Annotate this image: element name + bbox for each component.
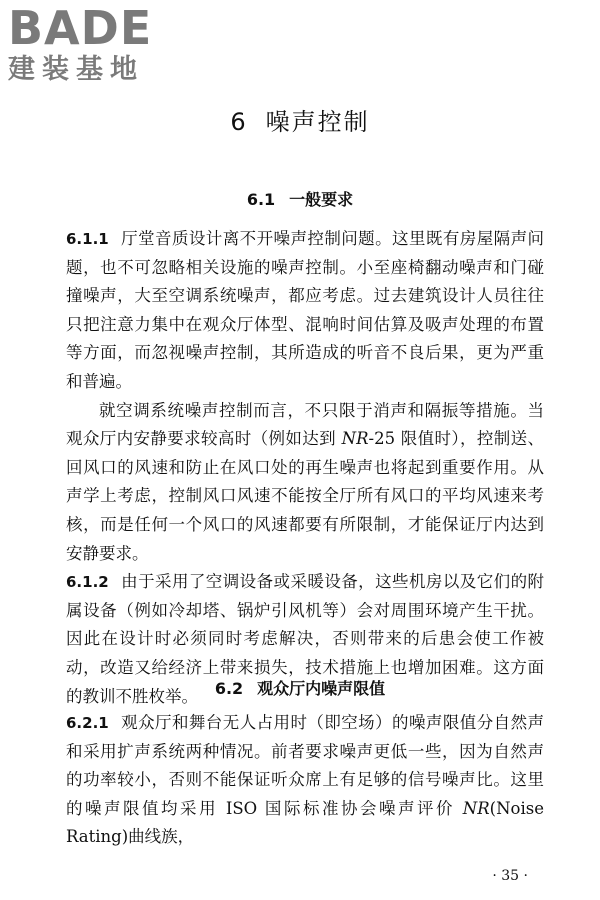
clause-6-1-1 (66, 225, 544, 397)
clause-label: 6.1.1 (66, 230, 109, 248)
clause-text: 由于采用了空调设备或采暖设备，这些机房以及它们的附属设备（例如冷却塔、锅炉引风机等）会对周围环境产生干扰。因此在设计时必须同时考虑解决，否则带来的后患会使工作被动，改造又给经济上带来损失，技术措施上也增加困难。这方面的教训不胜枚举。 (66, 572, 544, 706)
paragraph-text: -25 限值时），控制送、回风口的风速和防止在风口处的再生噪声也将起到重要作用。从声学上考虑，控制风口风速不能按全厅所有风口的平均风速来考核，而是任何一个风口的风速都要有所限制，才能保证厅内达到安静要求。 (66, 429, 544, 563)
chapter-title: 噪声控制 (265, 108, 370, 136)
logo (8, 1, 153, 86)
chapter-heading (0, 102, 600, 137)
clause-label: 6.1.2 (66, 573, 109, 592)
chapter-number: 6 (230, 108, 248, 136)
page-number: · 35 · (492, 868, 528, 884)
clause-label: 6.2.1 (66, 714, 109, 732)
section-heading-6-2 (0, 676, 600, 699)
section-heading-6-1 (0, 187, 600, 210)
clause-text: 厅堂音质设计离不开噪声控制问题。这里既有房屋隔声问题，也不可忽略相关设施的噪声控制。小至座椅翻动噪声和门碰撞噪声，大至空调系统噪声，都应考虑。过去建筑设计人员往往只把注意力集中在观众厅体型、混响时间估算及吸声处理的布置等方面，而忽视噪声控制，其所造成的听音不良后果，更为严重和普遍。 (66, 229, 544, 391)
section-title: 一般要求 (289, 190, 354, 209)
section-6-2-body (66, 709, 544, 852)
paragraph-text: 就空调系统噪声控制而言，不只限于消声和隔振等措施。当观众厅内安静要求较高时（例如达到 (66, 400, 544, 449)
section-number: 6.1 (246, 190, 276, 209)
clause-text: (Noise Rating)曲线族， (66, 798, 544, 847)
nr-term: NR (462, 798, 490, 818)
clause-6-2-1 (66, 709, 544, 852)
clause-6-1-1-paragraph-2 (66, 397, 544, 569)
section-number: 6.2 (214, 679, 244, 698)
section-6-1-body (66, 225, 544, 711)
clause-text: 观众厅和舞台无人占用时（即空场）的噪声限值分自然声和采用扩声系统两种情况。前者要求噪声更低一些，因为自然声的功率较小，否则不能保证听众席上有足够的信号噪声比。这里的噪声限值均采用 ISO 国际标准协会噪声评价 (66, 713, 544, 818)
nr-term: NR (341, 429, 369, 449)
logo-wordmark: BADE (8, 1, 153, 55)
section-title: 观众厅内噪声限值 (257, 679, 386, 698)
logo-subtitle: 建装基地 (8, 54, 144, 85)
